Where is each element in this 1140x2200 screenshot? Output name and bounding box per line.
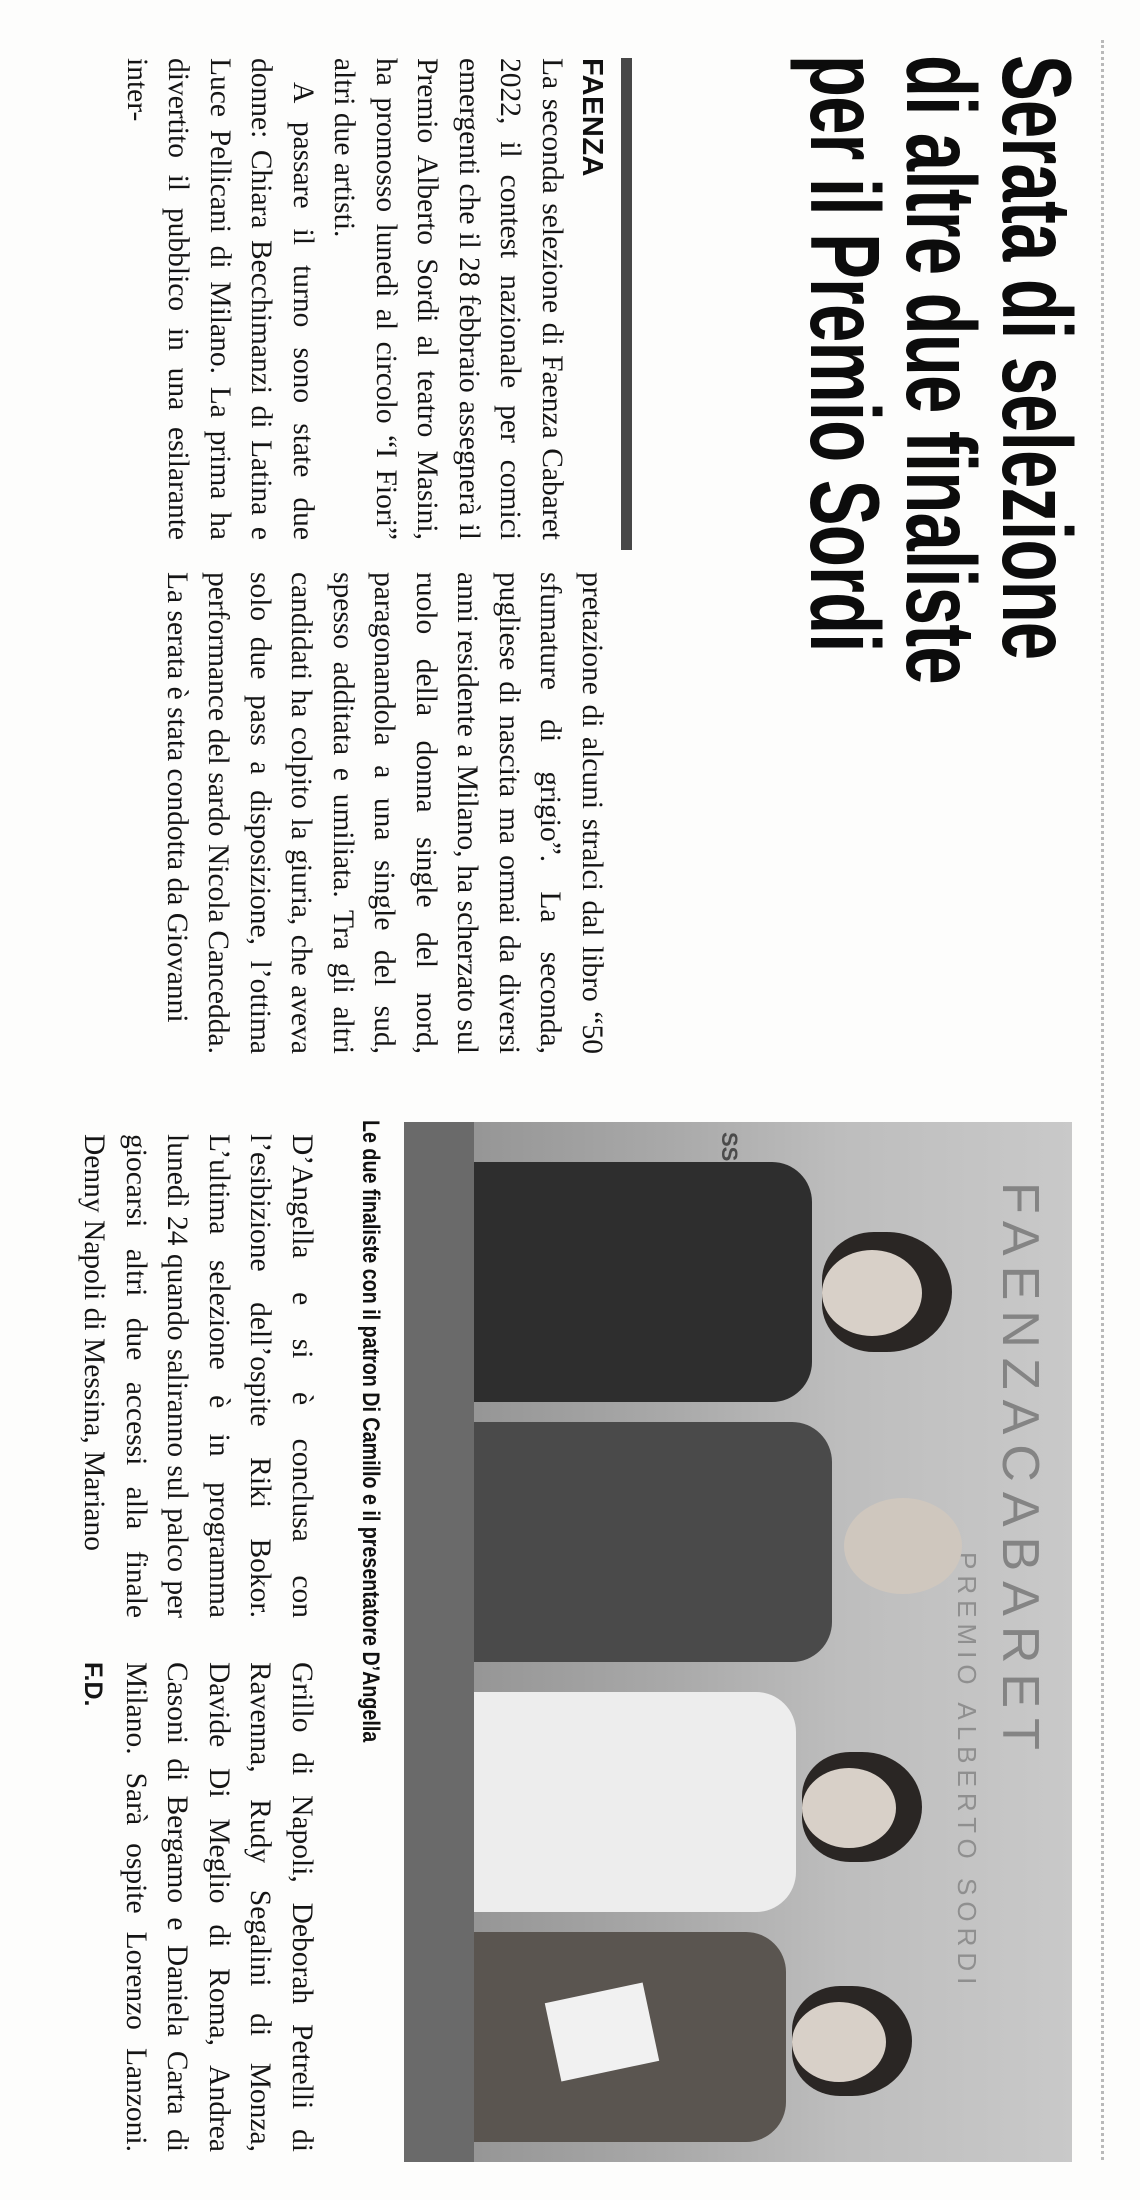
photo-floor: [404, 1122, 474, 2162]
photo-banner-subtext: PREMIO ALBERTO SORDI: [952, 1552, 982, 1991]
photo-banner-text: FAENZACABARET: [991, 1182, 1049, 1760]
author-initials: F.D.: [79, 1662, 108, 1707]
photo-person-3: [404, 1692, 922, 1912]
paragraph: A passare il turno sono state due donne: Chiara Becchimanzi di Latina e Luce Pellicani di Milano. La prima ha divertito il pubblico in una esilarante inter-: [121, 58, 319, 540]
page-edge-dotted-line: [1101, 40, 1104, 2160]
paragraph: D’Angella e si è conclusa con l’esibizione dell’ospite Riki Bokor. L’ultima selezione è in programma lunedì 24 quando saliranno sul palco per giocarsi altri due accessi alla finale Denny Napoli di Messina, Mariano: [78, 1134, 318, 1618]
headline-line-2: di altre due finaliste: [886, 55, 996, 684]
article-column-1: [116, 58, 613, 540]
photo-person-1: [404, 1162, 952, 1402]
paragraph: pretazione di alcuni stralci dal libro “50 sfumature di grigio”. La seconda, pugliese di nascita ma ormai da diversi anni residente a Milano, ha scherzato sul ruolo della donna single del nord, paragonandola a una single del sud, spesso additata e umiliata. Tra gli altri candidati ha colpito la giuria, che aveva solo due pass a disposizione, l’ottima performance del sardo Nicola Cancedda. La serata è stata condotta da Giovanni: [161, 572, 608, 1054]
paragraph-text: Grillo di Napoli, Deborah Petrelli di Ravenna, Rudy Segalini di Monza, Davide Di Meglio di Roma, Andrea Casoni di Bergamo e Daniela Carta di Milano. Sarà ospite Lorenzo Lanzoni.: [120, 1662, 318, 2152]
paragraph: [72, 1662, 322, 2152]
article-photo: [404, 1122, 1072, 2162]
article-column-4: [72, 1662, 322, 2152]
article-column-2: [156, 572, 613, 1054]
article-column-3: [73, 1134, 322, 1618]
headline: [790, 55, 1092, 1175]
dateline: FAENZA: [576, 58, 608, 177]
headline-line-3: per il Premio Sordi: [790, 55, 900, 652]
section-rule: [621, 58, 632, 550]
paragraph: La seconda selezione di Faenza Cabaret 2022, il contest nazionale per comici emergenti che il 28 febbraio assegnerà il Premio Alberto Sordi al teatro Masini, ha promosso lunedì al circolo “I Fiori” altri due artisti.: [328, 58, 568, 540]
photo-person-4: [404, 1932, 912, 2142]
photo-person-2: [404, 1422, 962, 1662]
headline-line-1: Serata di selezione: [982, 55, 1092, 660]
photo-caption: Le due finaliste con il patron Di Camillo e il presentatore D’Angella: [357, 1120, 384, 1743]
